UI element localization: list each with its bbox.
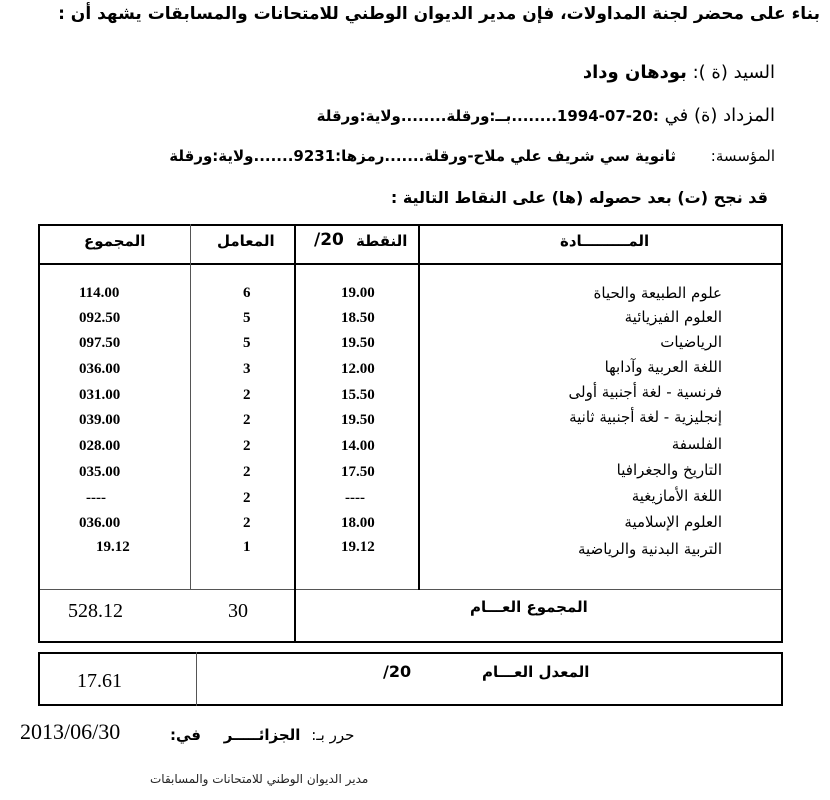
total-cell: 092.50: [79, 310, 121, 326]
grade-cell: 12.00: [341, 361, 375, 377]
subject-cell: اللغة الأمازيغية: [631, 487, 722, 505]
name-label: السيد (ة ):: [692, 62, 775, 83]
issue-date: 2013/06/30: [20, 719, 121, 744]
signatory-title: مدير الديوان الوطني للامتحانات والمسابقات: [150, 772, 369, 786]
average-scale: /20: [383, 662, 412, 681]
school-value: ثانوية سي شريف علي ملاح-ورقلة.......رمزها:9231.......ولاية:ورقلة: [169, 147, 676, 165]
header-grade: النقطة: [356, 232, 408, 250]
total-cell: 039.00: [79, 412, 121, 428]
table-header-border: [38, 263, 783, 265]
average-value: 17.61: [77, 670, 122, 692]
header-coef: المعامل: [217, 232, 275, 250]
in-label: في:: [170, 726, 201, 744]
sum-label: المجموع العـــام: [470, 598, 588, 616]
header-total: المجموع: [84, 232, 146, 250]
grade-cell: 15.50: [341, 387, 375, 403]
table-total-border: [38, 589, 783, 590]
table-right-border: [781, 224, 783, 643]
coef-cell: 3: [243, 361, 251, 377]
grade-cell: 19.50: [341, 335, 375, 351]
birth-line: [317, 105, 775, 126]
table-col-divider-1: [190, 224, 191, 590]
average-right-border: [781, 652, 783, 706]
subject-cell: الفلسفة: [671, 435, 722, 453]
subject-cell: التاريخ والجغرافيا: [616, 461, 722, 479]
subject-cell: العلوم الفيزيائية: [624, 308, 722, 326]
coef-cell: 2: [243, 438, 251, 454]
issue-place: [170, 726, 354, 744]
grade-cell: 19.00: [341, 285, 375, 301]
total-cell: 036.00: [79, 361, 121, 377]
coef-cell: 1: [243, 539, 251, 555]
total-cell: 114.00: [79, 285, 120, 301]
name-line: [583, 62, 775, 83]
grade-cell: 19.50: [341, 412, 375, 428]
grade-cell: ----: [345, 490, 365, 506]
table-top-border: [38, 224, 783, 226]
table-col-divider-2: [294, 224, 296, 643]
sum-total: 528.12: [68, 600, 123, 622]
total-cell: 097.50: [79, 335, 121, 351]
coef-cell: 2: [243, 490, 251, 506]
header-grade-scale: /20: [314, 230, 344, 250]
table-col-divider-3: [418, 224, 420, 590]
grade-cell: 18.50: [341, 310, 375, 326]
grade-cell: 17.50: [341, 464, 375, 480]
subject-cell: فرنسية - لغة أجنبية أولى: [568, 383, 722, 401]
average-bottom-border: [38, 704, 783, 706]
table-left-border: [38, 224, 40, 643]
school-label: المؤسسة:: [710, 147, 775, 165]
subject-cell: الرياضيات: [660, 333, 722, 351]
grade-cell: 14.00: [341, 438, 375, 454]
total-cell: 028.00: [79, 438, 121, 454]
total-cell: 031.00: [79, 387, 121, 403]
coef-cell: 5: [243, 335, 251, 351]
grade-cell: 19.12: [341, 539, 375, 555]
place-label: حرر بـ:: [311, 726, 355, 744]
grade-cell: 18.00: [341, 515, 375, 531]
header-subject: المـــــــــادة: [560, 232, 650, 250]
coef-cell: 2: [243, 464, 251, 480]
place-value: الجزائـــــر: [223, 726, 301, 744]
coef-cell: 2: [243, 515, 251, 531]
total-cell: 19.12: [96, 539, 130, 555]
total-cell: ----: [86, 490, 106, 506]
coef-cell: 2: [243, 412, 251, 428]
average-left-border: [38, 652, 40, 706]
total-cell: 035.00: [79, 464, 121, 480]
birth-label: المزداد (ة) في: [664, 105, 775, 126]
school-line: [169, 147, 775, 165]
subject-cell: اللغة العربية وآدابها: [604, 358, 722, 376]
name-value: بودهان وداد: [582, 62, 687, 83]
average-divider: [196, 652, 197, 706]
birth-value: :20-07-1994........بــ:ورقلة........ولاية:ورقلة: [316, 107, 659, 125]
average-label: المعدل العـــام: [482, 663, 590, 681]
coef-cell: 6: [243, 285, 251, 301]
subject-cell: إنجليزية - لغة أجنبية ثانية: [569, 408, 722, 426]
sum-coef: 30: [228, 600, 248, 622]
subject-cell: التربية البدنية والرياضية: [577, 540, 722, 558]
intro-text: بناء على محضر لجنة المداولات، فإن مدير الديوان الوطني للامتحانات والمسابقات يشهد أن :: [58, 4, 820, 24]
passed-text: قد نجح (ت) بعد حصوله (ها) على النقاط التالية :: [390, 188, 768, 207]
table-bottom-border: [38, 641, 783, 643]
subject-cell: علوم الطبيعة والحياة: [593, 284, 722, 302]
coef-cell: 2: [243, 387, 251, 403]
average-top-border: [38, 652, 783, 654]
total-cell: 036.00: [79, 515, 121, 531]
coef-cell: 5: [243, 310, 251, 326]
subject-cell: العلوم الإسلامية: [624, 513, 722, 531]
